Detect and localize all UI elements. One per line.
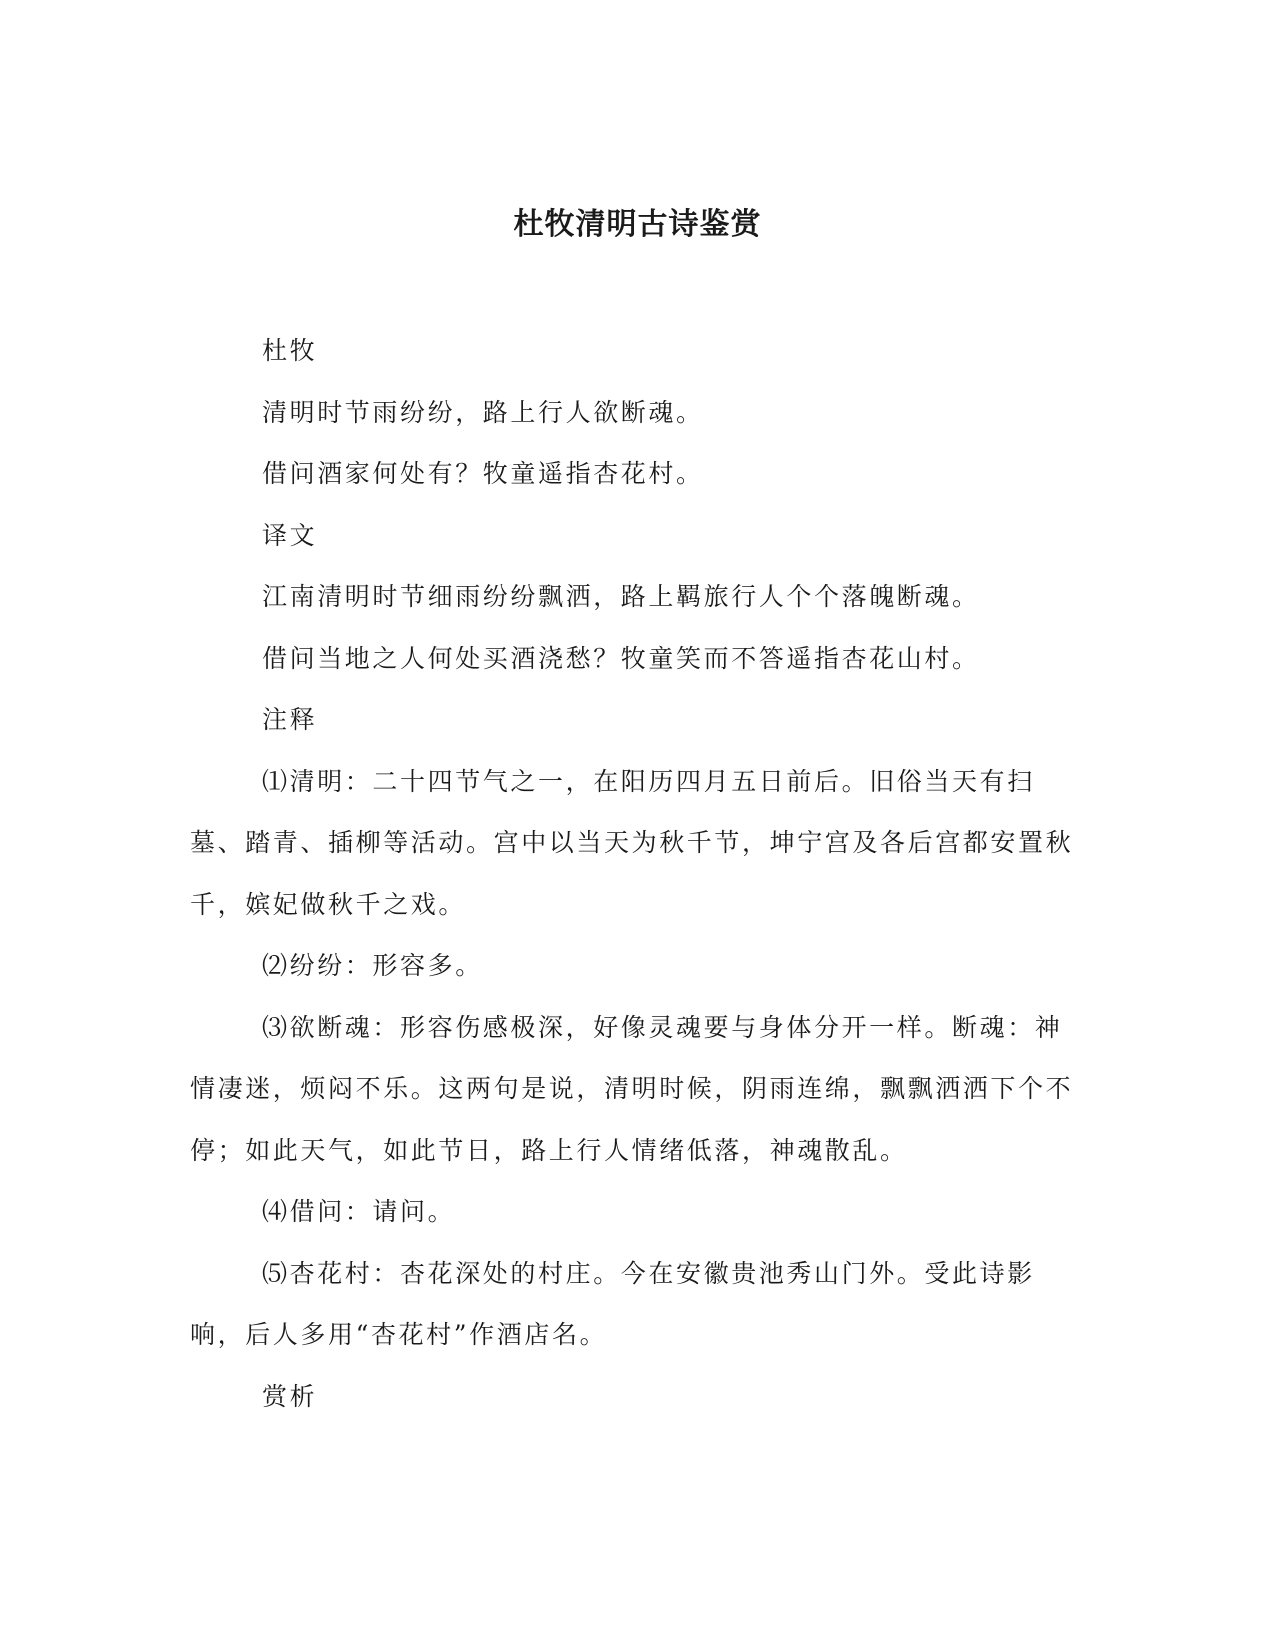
note-1: ⑴清明：二十四节气之一，在阳历四月五日前后。旧俗当天有扫墓、踏青、插柳等活动。宫中以当天为秋千节，坤宁宫及各后宫都安置秋千，嫔妃做秋千之戏。 (190, 766, 1074, 919)
author-line: 杜牧 (262, 336, 318, 365)
note-5: ⑸杏花村：杏花深处的村庄。今在安徽贵池秀山门外。受此诗影响，后人多用“杏花村”作酒店名。 (190, 1258, 1035, 1349)
note-2: ⑵纷纷：形容多。 (262, 951, 483, 980)
poem-line-2: 借问酒家何处有？牧童遥指杏花村。 (262, 459, 704, 488)
document-title: 杜牧清明古诗鉴赏 (513, 207, 762, 242)
poem-line-1: 清明时节雨纷纷，路上行人欲断魂。 (262, 397, 704, 427)
section-heading-translation: 译文 (262, 520, 318, 550)
translation-line-1: 江南清明时节细雨纷纷飘洒，路上羁旅行人个个落魄断魂。 (262, 582, 980, 611)
section-heading-appreciation: 赏析 (262, 1381, 318, 1411)
section-heading-notes: 注释 (262, 705, 318, 734)
translation-line-2: 借问当地之人何处买酒浇愁？牧童笑而不答遥指杏花山村。 (262, 643, 980, 673)
note-4: ⑷借问：请问。 (262, 1197, 456, 1226)
note-3: ⑶欲断魂：形容伤感极深，好像灵魂要与身体分开一样。断魂：神情凄迷，烦闷不乐。这两句是说，清明时候，阴雨连绵，飘飘洒洒下个不停；如此天气，如此节日，路上行人情绪低落，神魂散乱。 (190, 1012, 1074, 1165)
document-body (190, 320, 1080, 1427)
